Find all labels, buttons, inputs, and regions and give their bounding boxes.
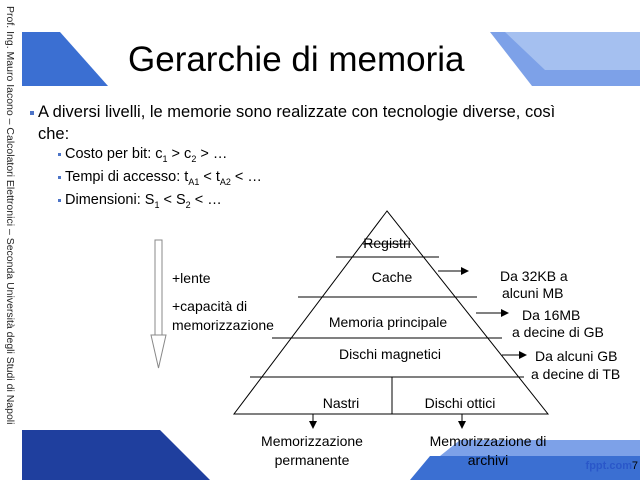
page-number: 7 [631,460,638,472]
capacity-memoria-line1: Da 16MB [522,307,581,323]
costo-sub2: 2 [191,153,197,164]
capacity-cache-line1: Da 32KB a [500,268,568,284]
label-memorizzazione-archivi [410,432,566,470]
sidebar-author-text: Prof. Ing. Mauro Iacono – Calcolatori Elettronici – Seconda Università degli Studi di Napoli [4,6,16,425]
bottom-arrows [313,414,462,428]
costo-text: Costo per bit: c [65,146,163,162]
label-arch-line2: archivi [467,452,509,468]
footer-logo: fppt.com [585,460,632,472]
costo-sub1: 1 [162,153,168,164]
dim-text: Dimensioni: S [65,192,155,208]
dim-mid: < S [159,192,186,208]
pyramid-dischi-magnetici: Dischi magnetici [339,346,441,362]
main-bullet-line1: A diversi livelli, le memorie sono realizzate con tecnologie diverse, così [38,103,556,121]
tempi-sub2: A2 [219,176,231,187]
main-bullet-line2: che: [38,125,70,143]
label-plus-lente: +lente [172,270,211,286]
capacity-dischi-line2: a decine di TB [531,366,621,382]
capacity-cache-line2: alcuni MB [502,285,564,301]
capacity-dischi-line1: Da alcuni GB [535,348,618,364]
capacity-memoria-line2: a decine di GB [512,324,604,340]
pyramid-memoria-principale: Memoria principale [328,314,448,330]
label-memorizzazione-permanente [242,432,382,470]
pyramid-dischi-ottici: Dischi ottici [424,395,496,411]
tempi-mid: < t [199,169,220,185]
capacity-cache [500,268,568,302]
tempi-sub1: A1 [188,176,200,187]
dim-suffix: < … [190,192,222,208]
dim-sub2: 2 [185,199,191,210]
label-plus-capacita-line1: +capacità di [172,298,248,314]
capacity-dischi [531,347,620,383]
label-perm-line1: Memorizzazione [261,433,363,449]
label-perm-line2: permanente [274,452,350,468]
costo-mid: > c [167,146,192,162]
costo-suffix: > … [196,146,228,162]
slide-title: Gerarchie di memoria [128,40,465,79]
dim-sub1: 1 [154,199,160,210]
label-plus-capacita [172,297,274,335]
tempi-text: Tempi di accesso: t [65,169,189,185]
pyramid-nastri: Nastri [322,395,360,411]
vertical-down-arrow [151,240,166,368]
capacity-memoria [512,307,604,341]
label-arch-line1: Memorizzazione di [429,433,547,449]
pyramid-registri: Registri [363,235,411,251]
tempi-suffix: < … [230,169,262,185]
label-plus-capacita-line2: memorizzazione [172,317,274,333]
pyramid-cache: Cache [371,269,413,285]
